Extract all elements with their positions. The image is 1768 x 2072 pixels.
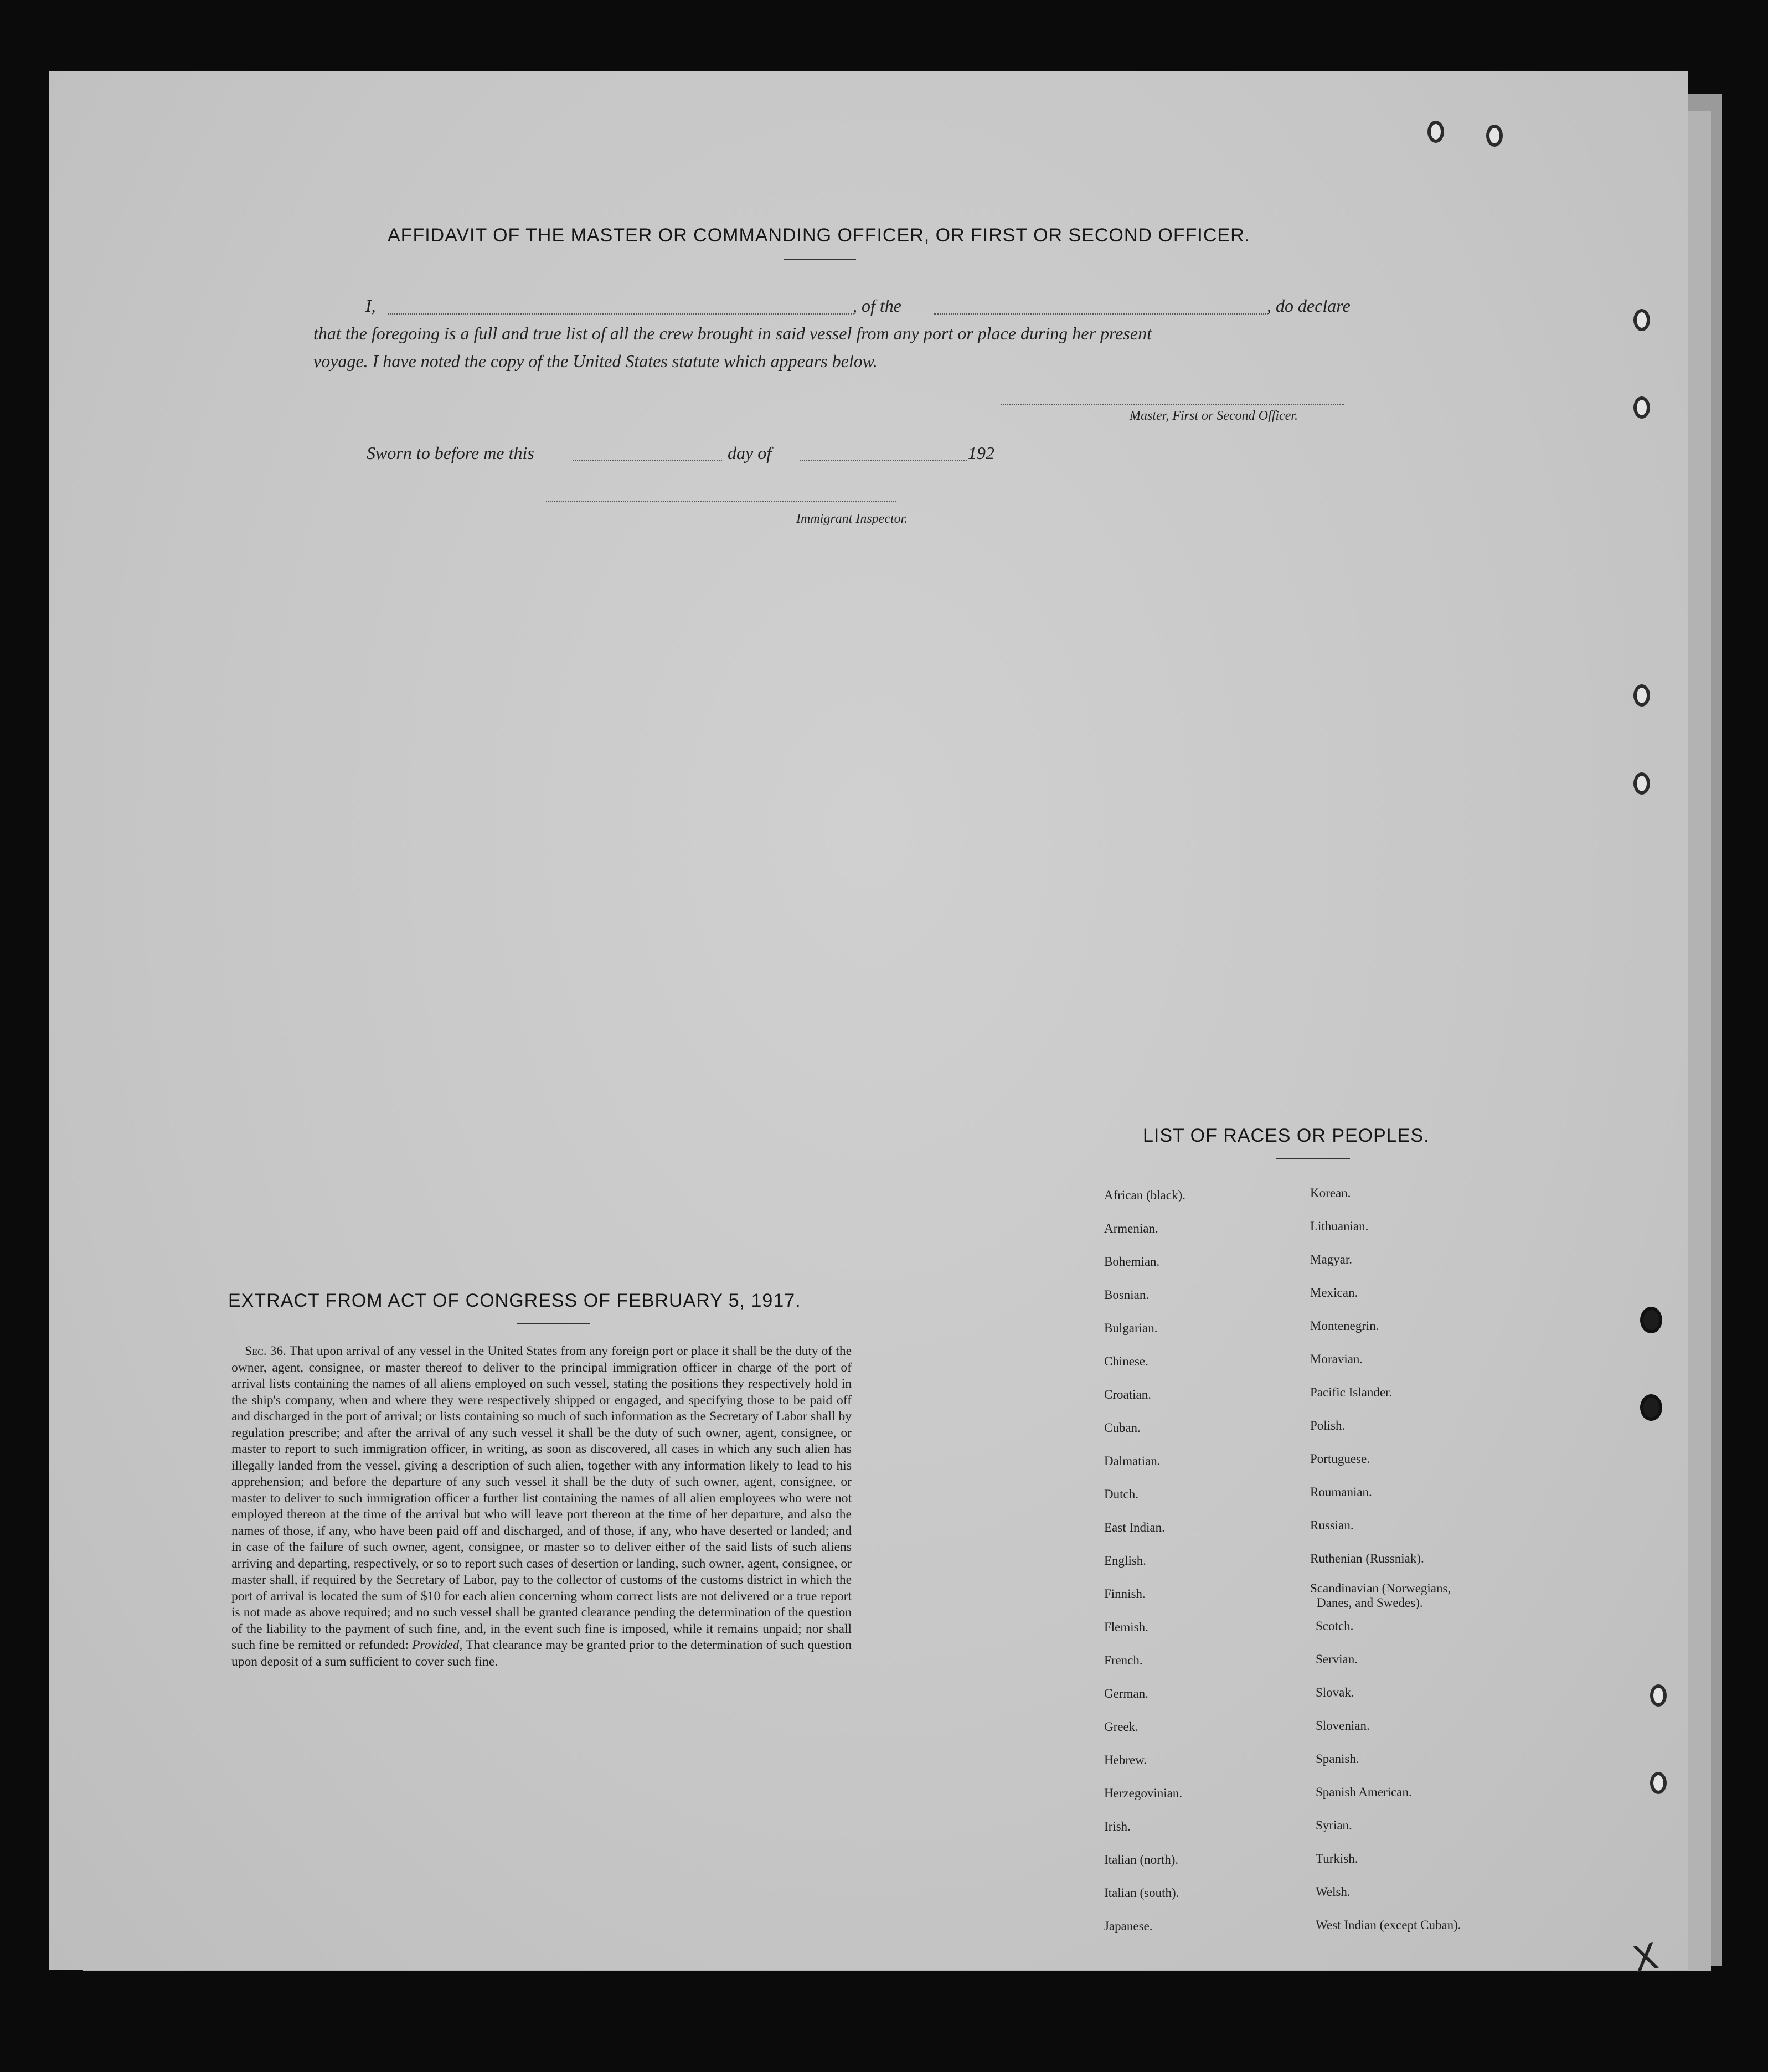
punch-hole — [1633, 396, 1650, 419]
punch-hole — [1640, 1307, 1662, 1333]
race-item: Lithuanian. — [1310, 1219, 1369, 1233]
race-item: Turkish. — [1316, 1852, 1358, 1865]
proviso-label: Provided, — [412, 1638, 463, 1652]
race-item: Mexican. — [1310, 1286, 1358, 1300]
race-item: Scandinavian (Norwegians, — [1310, 1581, 1451, 1595]
race-item: Magyar. — [1310, 1253, 1353, 1266]
race-item: Flemish. — [1104, 1620, 1148, 1634]
race-item: Japanese. — [1104, 1919, 1153, 1933]
punch-hole — [1427, 121, 1444, 143]
race-item: Slovenian. — [1316, 1719, 1370, 1733]
races-title-underline — [1276, 1158, 1350, 1159]
sworn-day-field[interactable] — [573, 460, 722, 461]
race-item: Pacific Islander. — [1310, 1385, 1393, 1399]
race-item-scandinavian — [1310, 1581, 1451, 1610]
race-item: Italian (north). — [1104, 1853, 1179, 1867]
race-item: Moravian. — [1310, 1352, 1363, 1366]
title-underline — [784, 259, 856, 260]
race-item: Syrian. — [1316, 1818, 1352, 1832]
race-item: Montenegrin. — [1310, 1319, 1379, 1333]
race-item: French. — [1104, 1653, 1143, 1667]
affidavit-title: AFFIDAVIT OF THE MASTER OR COMMANDING OFFICER, OR FIRST OR SECOND OFFICER. — [388, 225, 1251, 246]
affidavit-line1-prefix: I, — [365, 296, 376, 316]
race-item: Polish. — [1310, 1419, 1346, 1432]
inspector-label: Immigrant Inspector. — [796, 512, 908, 526]
race-item: Korean. — [1310, 1186, 1351, 1200]
extract-title-underline — [517, 1323, 590, 1324]
punch-hole — [1650, 1684, 1667, 1707]
race-item: Irish. — [1104, 1820, 1131, 1833]
race-item: Chinese. — [1104, 1354, 1148, 1368]
race-item: Bosnian. — [1104, 1288, 1150, 1302]
race-item: East Indian. — [1104, 1521, 1165, 1534]
affidavit-line1-mid: , of the — [853, 296, 901, 316]
affidavit-line1-suffix: , do declare — [1267, 296, 1351, 316]
sworn-prefix: Sworn to before me this — [367, 443, 534, 463]
extract-title: EXTRACT FROM ACT OF CONGRESS OF FEBRUARY 5, 1917. — [228, 1290, 801, 1311]
race-item: English. — [1104, 1554, 1147, 1568]
punch-hole — [1633, 309, 1650, 331]
race-item: Scotch. — [1316, 1619, 1354, 1633]
punch-hole — [1633, 772, 1650, 795]
affidavit-line3: voyage. I have noted the copy of the United States statute which appears below. — [313, 351, 878, 371]
race-item: Croatian. — [1104, 1388, 1151, 1401]
sworn-month-field[interactable] — [800, 460, 967, 461]
race-item: German. — [1104, 1687, 1148, 1700]
race-item: Spanish. — [1316, 1752, 1359, 1766]
corner-mark: X — [1629, 1936, 1662, 1981]
master-name-field[interactable] — [388, 313, 852, 315]
statute-text — [231, 1343, 852, 1670]
signature-field[interactable] — [1001, 404, 1344, 405]
statute-body-2: That clearance may be granted prior to the determination of such question upon deposit of a sum sufficient to cover such fine. — [231, 1638, 852, 1669]
race-item: Greek. — [1104, 1720, 1138, 1734]
sworn-year: 192 — [968, 443, 994, 463]
race-item: Portuguese. — [1310, 1452, 1370, 1466]
race-item: Dalmatian. — [1104, 1454, 1161, 1468]
race-item: Welsh. — [1316, 1885, 1351, 1899]
punch-hole — [1650, 1772, 1667, 1794]
race-item: Cuban. — [1104, 1421, 1141, 1435]
punch-hole — [1640, 1394, 1662, 1421]
inspector-signature-field[interactable] — [546, 501, 896, 502]
race-item: Spanish American. — [1316, 1785, 1412, 1799]
race-item: Slovak. — [1316, 1686, 1354, 1699]
race-item: Hebrew. — [1104, 1753, 1147, 1767]
race-item: Herzegovinian. — [1104, 1786, 1183, 1800]
vessel-name-field[interactable] — [934, 313, 1266, 315]
race-item: Finnish. — [1104, 1587, 1146, 1601]
punch-hole — [1486, 125, 1503, 147]
race-item: African (black). — [1104, 1188, 1185, 1202]
race-item: Dutch. — [1104, 1487, 1138, 1501]
race-item: Italian (south). — [1104, 1886, 1179, 1900]
signature-label: Master, First or Second Officer. — [1130, 409, 1298, 423]
race-item: West Indian (except Cuban). — [1316, 1918, 1461, 1932]
sworn-mid: day of — [728, 443, 772, 463]
race-item: Ruthenian (Russniak). — [1310, 1552, 1424, 1565]
punch-hole — [1633, 684, 1650, 707]
race-item: Armenian. — [1104, 1221, 1158, 1235]
race-item-continued: Danes, and Swedes). — [1317, 1596, 1423, 1610]
affidavit-line2: that the foregoing is a full and true list of all the crew brought in said vessel from any port or place during her present — [313, 323, 1152, 343]
race-item: Roumanian. — [1310, 1485, 1372, 1499]
race-item: Servian. — [1316, 1652, 1358, 1666]
race-item: Bohemian. — [1104, 1255, 1160, 1269]
race-item: Russian. — [1310, 1518, 1354, 1532]
races-title: LIST OF RACES OR PEOPLES. — [1143, 1125, 1430, 1146]
statute-body: That upon arrival of any vessel in the United States from any foreign port or place it shall be the duty of the owner, agent, consignee, or master thereof to deliver to the principal immigration officer in charge of the port of arrival lists containing the names of all aliens employed on such vessel, stating the positions they respectively hold in the ship's company, when and where they were respectively shipped or engaged, and specifying those to be paid off and discharged in the port of arrival; or lists containing so much of such information as the Secretary of Labor shall by regulation prescribe; and after the arrival of any such vessel it shall be the duty of such owner, agent, consignee, or master to report to such immigration officer, in writing, as soon as discovered, all cases in which any such alien has illegally landed from the vessel, giving a description of such alien, together with any information likely to lead to his apprehension; and before the departure of any such vessel it shall be the duty of such owner, agent, consignee, or master to deliver to such immigration officer a further list containing the names of all alien employees who were not employed thereon at the time of the arrival but who will leave port thereon at the time of her departure, and also the names of those, if any, who have been paid off and discharged, and of those, if any, who have deserted or landed; and in case of the failure of such owner, agent, consignee, or master so to deliver either of the said lists of such aliens arriving and departing, respectively, or so to report such cases of desertion or landing, such owner, agent, consignee, or master shall, if required by the Secretary of Labor, pay to the collector of customs of the customs district in which the port of arrival is located the sum of $10 for each alien concerning whom correct lists are not delivered or a true report is not made as above required; and no such vessel shall be granted clearance pending the determination of the question of the liability to the payment of such fine, and, in the event such fine is imposed, while it remains unpaid; nor shall such fine be remitted or refunded: — [231, 1344, 852, 1652]
section-label: Sec. 36. — [245, 1344, 287, 1358]
race-item: Bulgarian. — [1104, 1321, 1158, 1335]
